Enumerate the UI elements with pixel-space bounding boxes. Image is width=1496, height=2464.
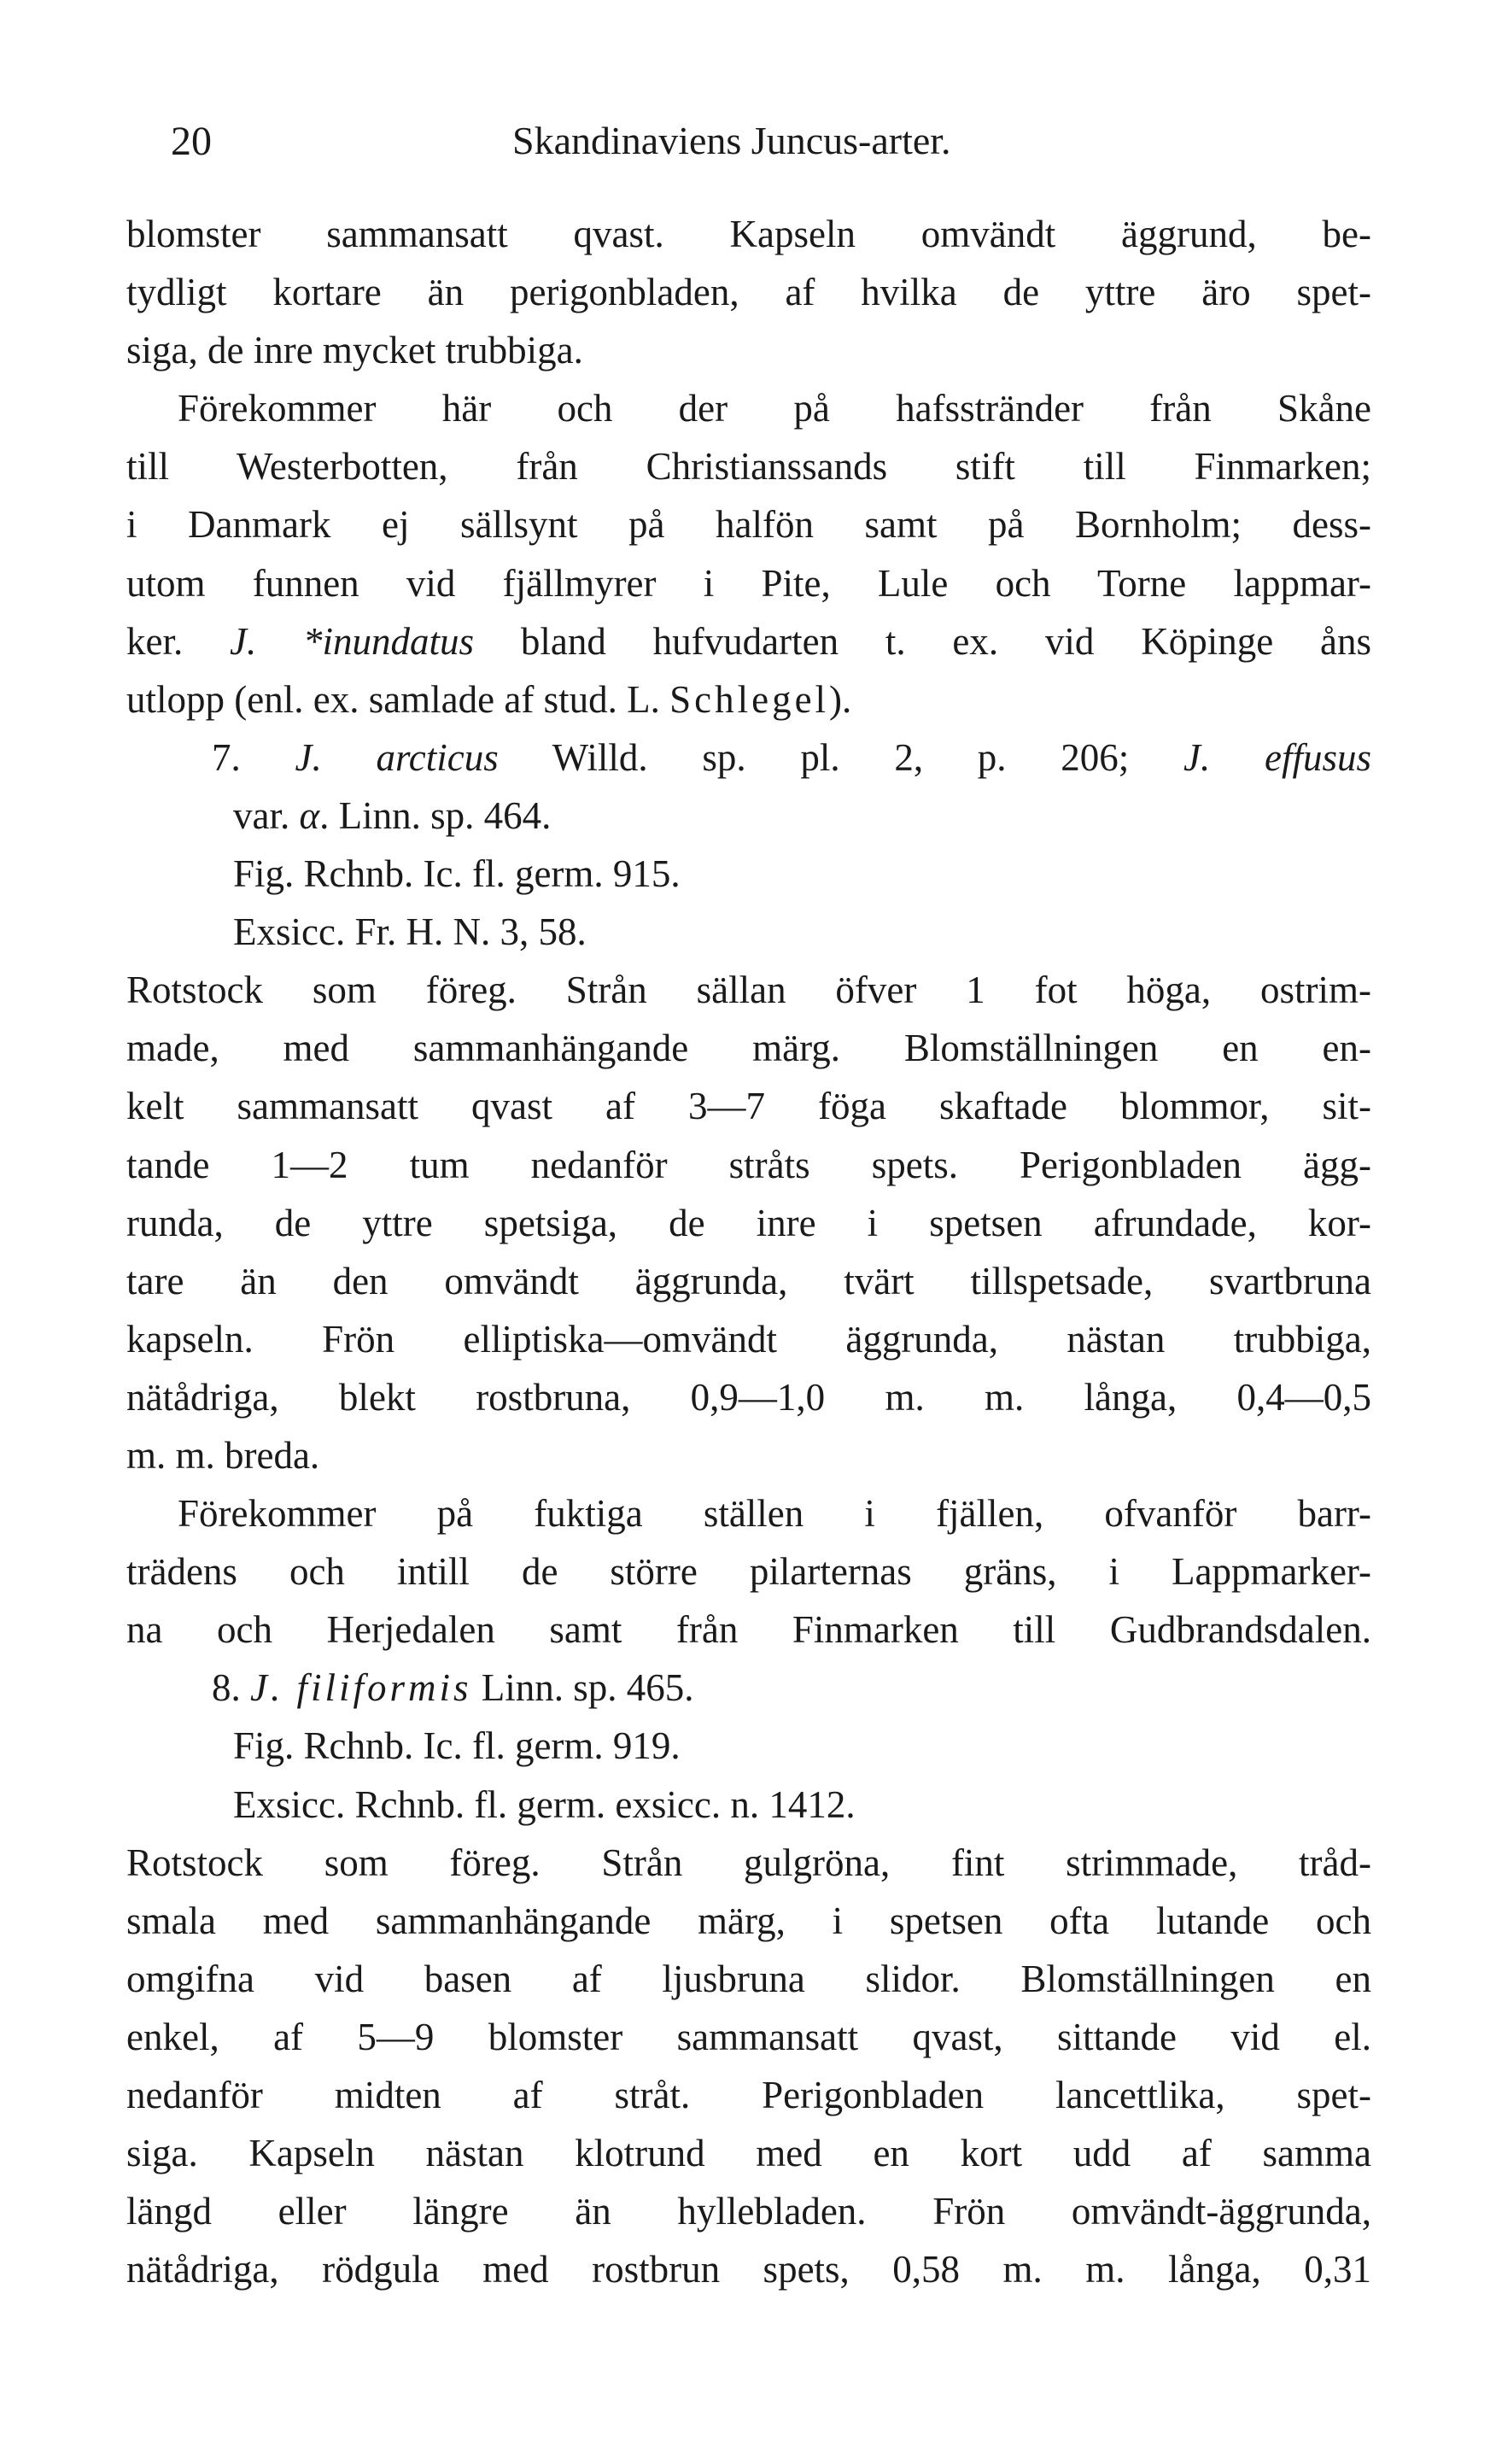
- text-line: trädens och intill de större pilarternas gräns, i Lappmarker-: [126, 1550, 1371, 1594]
- text-line: siga, de inre mycket trubbiga.: [126, 329, 583, 372]
- text-line: kelt sammansatt qvast af 3—7 föga skaftade blommor, sit-: [126, 1085, 1371, 1128]
- body-text: [126, 205, 1371, 2298]
- text-line: längd eller längre än hyllebladen. Frön omvändt-äggrunda,: [126, 2190, 1371, 2233]
- text-line: nedanför midten af stråt. Perigonbladen lancettlika, spet-: [126, 2074, 1371, 2116]
- species-heading: 7. J. arcticus Willd. sp. pl. 2, p. 206; J. effusus: [212, 735, 1371, 779]
- author-name: Schlegel: [669, 677, 830, 721]
- figure-reference: Fig. Rchnb. Ic. fl. germ. 915.: [233, 852, 681, 896]
- species-heading: 8. J. filiformis Linn. sp. 465.: [212, 1666, 694, 1710]
- figure-reference: Fig. Rchnb. Ic. fl. germ. 919.: [233, 1724, 681, 1768]
- text-line: tare än den omvändt äggrunda, tvärt tillspetsade, svartbruna: [126, 1259, 1371, 1302]
- text-line: tydligt kortare än perigonbladen, af hvilka de yttre äro spet-: [126, 271, 1371, 314]
- text-line: nätådriga, blekt rostbruna, 0,9—1,0 m. m. långa, 0,4—0,5: [126, 1375, 1371, 1419]
- paragraph-start-line: Förekommer här och der på hafsstränder från Skåne: [178, 387, 1371, 430]
- species-name: J. filiformis: [250, 1666, 472, 1710]
- text-line: nätådriga, rödgula med rostbrun spets, 0,58 m. m. långa, 0,31: [126, 2248, 1371, 2291]
- text-line: omgifna vid basen af ljusbruna slidor. Blomställningen en: [126, 1957, 1371, 2000]
- synonym-name: J. effusus: [1183, 735, 1371, 779]
- text-line: ker. J. *inundatus bland hufvudarten t. ex. vid Köpinge åns: [126, 619, 1371, 663]
- page-number: 20: [171, 119, 212, 164]
- text-line: tande 1—2 tum nedanför stråts spets. Perigonbladen ägg-: [126, 1143, 1371, 1186]
- text-line: blomster sammansatt qvast. Kapseln omvändt äggrund, be-: [126, 213, 1371, 255]
- exsiccata-reference: Exsicc. Fr. H. N. 3, 58.: [233, 910, 587, 954]
- text-line: smala med sammanhängande märg, i spetsen ofta lutande och: [126, 1899, 1371, 1942]
- text-line: made, med sammanhängande märg. Blomställningen en en-: [126, 1027, 1371, 1070]
- paragraph-start-line: Förekommer på fuktiga ställen i fjällen, ofvanför barr-: [178, 1492, 1371, 1536]
- text-line: Rotstock som föreg. Strån sällan öfver 1 fot höga, ostrim-: [126, 969, 1371, 1012]
- text-line: m. m. breda.: [126, 1433, 320, 1477]
- species-name: J. arcticus: [295, 735, 499, 779]
- taxon-name: J. *inundatus: [230, 619, 475, 663]
- running-title: Skandinaviens Juncus-arter.: [512, 119, 951, 162]
- text-line: kapseln. Frön elliptiska—omvändt äggrunda, nästan trubbiga,: [126, 1317, 1371, 1361]
- exsiccata-reference: Exsicc. Rchnb. fl. germ. exsicc. n. 1412.: [233, 1782, 856, 1826]
- text-line: na och Herjedalen samt från Finmarken till Gudbrandsdalen.: [126, 1608, 1371, 1652]
- text-line: till Westerbotten, från Christianssands stift till Finmarken;: [126, 445, 1371, 489]
- text-line: runda, de yttre spetsiga, de inre i spetsen afrundade, kor-: [126, 1201, 1371, 1244]
- text-line: Rotstock som föreg. Strån gulgröna, fint strimmade, tråd-: [126, 1841, 1371, 1884]
- text-line: enkel, af 5—9 blomster sammansatt qvast, sittande vid el.: [126, 2015, 1371, 2058]
- text-line: i Danmark ej sällsynt på halfön samt på Bornholm; dess-: [126, 503, 1371, 547]
- text-line: siga. Kapseln nästan klotrund med en kort udd af samma: [126, 2132, 1371, 2175]
- text-line: utlopp (enl. ex. samlade af stud. L. Schlegel).: [126, 677, 852, 721]
- text-line: utom funnen vid fjällmyrer i Pite, Lule och Torne lappmar-: [126, 561, 1371, 605]
- synonym-line: var. α. Linn. sp. 464.: [233, 793, 552, 837]
